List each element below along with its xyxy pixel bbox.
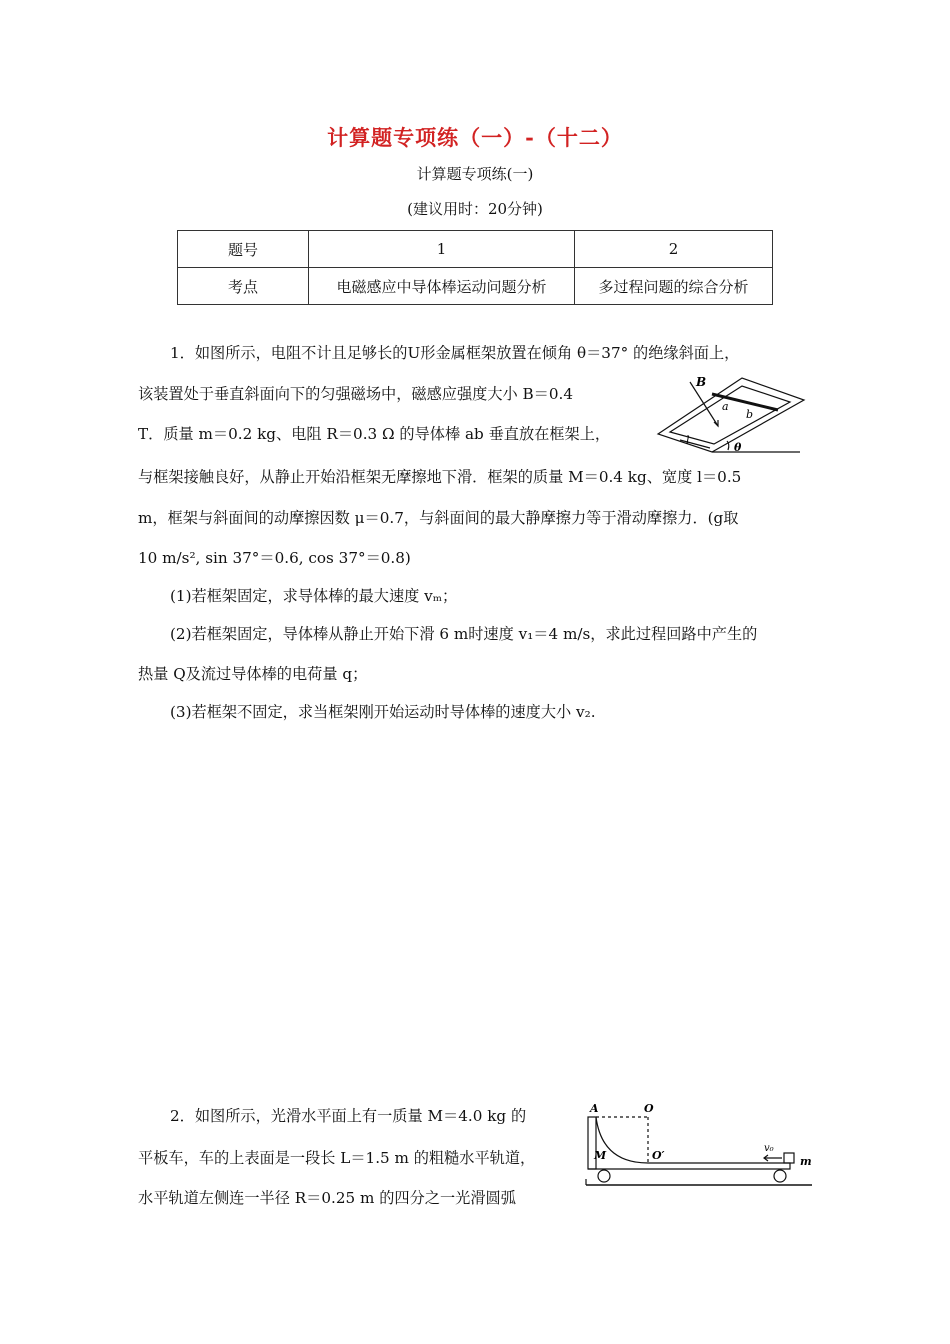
q1-line: 1．如图所示，电阻不计且足够长的U形金属框架放置在倾角 θ＝37° 的绝缘斜面上， [170,344,740,362]
table-cell: 考点 [178,268,309,305]
table-cell: 多过程问题的综合分析 [575,268,773,305]
table-cell: 1 [309,231,575,268]
label-B: B [696,375,707,389]
table-row [178,268,773,305]
cart-arc-figure [580,1095,820,1195]
q1-subquestion: (2)若框架固定，导体棒从静止开始下滑 6 m时速度 v₁＝4 m/s，求此过程回路中产生的 [170,625,758,643]
label-A: A [590,1102,599,1115]
label-M: M [594,1149,607,1162]
q1-line: T．质量 m＝0.2 kg、电阻 R＝0.3 Ω 的导体棒 ab 垂直放在框架上， [138,425,611,443]
table-cell: 2 [575,231,773,268]
q1-line: 热量 Q及流过导体棒的电荷量 q； [138,665,368,683]
label-O: O [644,1102,654,1115]
table-cell: 题号 [178,231,309,268]
q2-line: 平板车，车的上表面是一段长 L＝1.5 m 的粗糙水平轨道， [138,1149,536,1167]
time-hint: (建议用时：20分钟) [407,200,543,218]
q1-line: 该装置处于垂直斜面向下的匀强磁场中，磁感应强度大小 B＝0.4 [138,385,574,403]
q1-line: 与框架接触良好，从静止开始沿框架无摩擦地下滑．框架的质量 M＝0.4 kg、宽度 l＝0.5 [138,468,742,486]
q1-subquestion: (3)若框架不固定，求当框架刚开始运动时导体棒的速度大小 v₂. [170,703,596,721]
q2-line: 2．如图所示，光滑水平面上有一质量 M＝4.0 kg 的 [170,1107,527,1125]
label-m: m [800,1155,812,1168]
table-row [178,231,773,268]
label-a: a [722,400,729,413]
label-l: l [686,434,690,447]
q2-line: 水平轨道左侧连一半径 R＝0.25 m 的四分之一光滑圆弧 [138,1189,516,1207]
incline-frame-figure [650,372,820,462]
label-O-prime: O′ [652,1149,665,1162]
q1-line: 10 m/s², sin 37°＝0.6, cos 37°＝0.8) [138,549,411,567]
section-subtitle: 计算题专项练(一) [416,165,534,183]
q1-subquestion: (1)若框架固定，求导体棒的最大速度 vₘ； [170,587,458,605]
label-b: b [746,408,754,421]
document-title: 计算题专项练（一）-（十二） [327,125,623,150]
topic-table [177,230,773,305]
table-cell: 电磁感应中导体棒运动问题分析 [309,268,575,305]
label-theta: θ [734,441,742,454]
label-v0: v₀ [764,1143,774,1154]
q1-line: m，框架与斜面间的动摩擦因数 μ＝0.7，与斜面间的最大静摩擦力等于滑动摩擦力．(g取 [138,509,739,527]
